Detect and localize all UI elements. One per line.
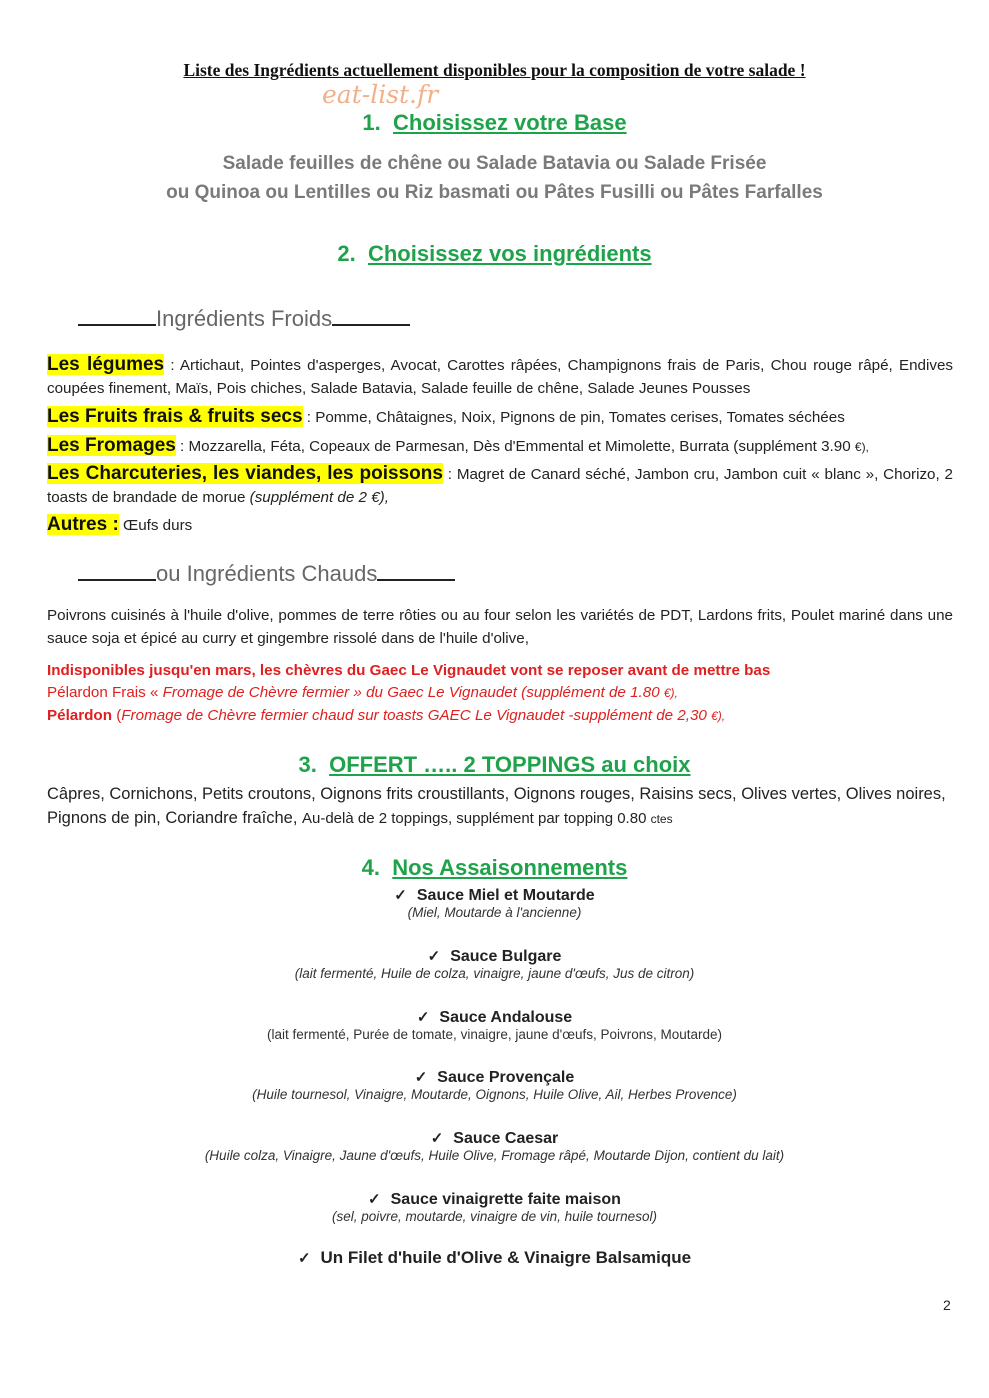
check-icon: ✓ <box>414 1069 428 1086</box>
sauce-item <box>0 1129 989 1163</box>
heading-rule <box>332 323 410 326</box>
section-4-number: 4. <box>361 855 380 880</box>
sauce-item <box>0 1248 989 1268</box>
pelardon-line <box>47 704 953 728</box>
chauds-heading <box>78 561 455 587</box>
sauce-description: (lait fermenté, Purée de tomate, vinaigre, jaune d'œufs, Poivrons, Moutarde) <box>266 1027 723 1042</box>
froids-heading <box>78 306 410 332</box>
sauce-name: Sauce Miel et Moutarde <box>416 887 595 904</box>
sauce-name: Sauce vinaigrette faite maison <box>390 1191 621 1208</box>
sauce-name: Sauce Andalouse <box>439 1009 573 1026</box>
page-number: 2 <box>943 1297 951 1313</box>
sauce-name: Sauce Caesar <box>453 1130 559 1147</box>
heading-rule <box>78 323 156 326</box>
check-icon: ✓ <box>430 1130 444 1147</box>
section-1-number: 1. <box>362 110 381 135</box>
pelardon-euro: €), <box>711 709 726 723</box>
pelardon-frais-desc: Fromage de Chèvre fermier » du Gaec Le Vignaudet (supplément de 1.80 <box>162 684 664 701</box>
sauce-name: Sauce Bulgare <box>450 948 562 965</box>
section-2-number: 2. <box>337 241 356 266</box>
sauce-name: Un Filet d'huile d'Olive & Vinaigre Balsamique <box>320 1248 692 1267</box>
sauce-item <box>0 886 989 920</box>
fruits-paragraph <box>47 405 953 429</box>
sauce-item <box>0 1008 989 1042</box>
fromages-euro: €), <box>854 440 869 454</box>
heading-rule <box>78 578 156 581</box>
page-title: Liste des Ingrédients actuellement disponibles pour la composition de votre salade ! <box>183 60 806 80</box>
section-3-number: 3. <box>298 752 317 777</box>
toppings-paragraph <box>47 782 953 831</box>
toppings-list: Câpres, Cornichons, Petits croutons, Oignons frits croustillants, Oignons rouges, Raisins secs, Olives vertes, Olives noires, Pignons de pin, Coriandre fraîche, <box>47 785 946 827</box>
pelardon-paren: ( <box>112 707 122 724</box>
legumes-paragraph <box>47 353 953 400</box>
pelardon-label: Pélardon <box>47 707 112 724</box>
sauce-item <box>0 947 989 981</box>
pelardon-frais-line <box>47 681 953 705</box>
watermark: eat-list.fr <box>322 80 439 109</box>
fromages-label: Les Fromages <box>47 435 176 456</box>
fruits-label: Les Fruits frais & fruits secs <box>47 406 303 427</box>
fromages-text: : Mozzarella, Féta, Copeaux de Parmesan, Dès d'Emmental et Mimolette, Burrata (supplément 3.90 <box>175 438 855 455</box>
legumes-text: : Artichaut, Pointes d'asperges, Avocat, Carottes râpées, Champignons frais de Paris, Chou rouge râpé, Endives coupées finement, Maïs, Pois chiches, Salade Batavia, Salade feuille de chêne, Salade Jeunes Pousses <box>47 357 954 397</box>
check-icon: ✓ <box>416 1009 430 1026</box>
sauce-description: (Huile tournesol, Vinaigre, Moutarde, Oignons, Huile Olive, Ail, Herbes Provence) <box>252 1087 737 1102</box>
check-icon: ✓ <box>297 1250 311 1267</box>
chevre-notice: Indisponibles jusqu'en mars, les chèvres du Gaec Le Vignaudet vont se reposer avant de mettre bas <box>47 662 771 679</box>
sauce-description: (lait fermenté, Huile de colza, vinaigre, jaune d'œufs, Jus de citron) <box>294 966 695 981</box>
sauce-item <box>0 1190 989 1224</box>
base-line-2: ou Quinoa ou Lentilles ou Riz basmati ou Pâtes Fusilli ou Pâtes Farfalles <box>166 182 823 203</box>
pelardon-frais-label: Pélardon Frais « <box>47 684 163 701</box>
froids-heading-text: Ingrédients Froids <box>156 306 333 331</box>
section-4-label: Nos Assaisonnements <box>392 855 628 880</box>
sauce-description: (Miel, Moutarde à l'ancienne) <box>407 905 582 920</box>
sauce-name: Sauce Provençale <box>437 1069 575 1086</box>
section-4-heading <box>0 855 989 881</box>
section-3-label: OFFERT ….. 2 TOPPINGS au choix <box>329 752 691 777</box>
sauce-item <box>0 1068 989 1102</box>
chauds-paragraph: Poivrons cuisinés à l'huile d'olive, pommes de terre rôties ou au four selon les variétés de PDT, Lardons frits, Poulet mariné dans une sauce soja et épicé au curry et gingembre rissolé dans de l'huile d'olive, <box>47 607 953 647</box>
legumes-label: Les légumes <box>47 354 165 375</box>
section-3-heading <box>0 752 989 778</box>
toppings-unit: ctes <box>650 812 673 826</box>
sauce-description: (sel, poivre, moutarde, vinaigre de vin, huile tournesol) <box>332 1209 657 1224</box>
heading-rule <box>377 578 455 581</box>
section-2-label: Choisissez vos ingrédients <box>367 241 652 266</box>
check-icon: ✓ <box>427 948 441 965</box>
charcuteries-supplement: (supplément de 2 €), <box>249 489 389 506</box>
fromages-paragraph <box>47 434 953 459</box>
sauce-description: (Huile colza, Vinaigre, Jaune d'œufs, Huile Olive, Fromage râpé, Moutarde Dijon, contient du lait) <box>204 1148 785 1163</box>
section-2-heading <box>0 241 989 267</box>
fruits-text: : Pomme, Châtaignes, Noix, Pignons de pin, Tomates cerises, Tomates séchées <box>302 409 845 426</box>
base-options <box>0 149 989 207</box>
check-icon: ✓ <box>368 1191 381 1208</box>
pelardon-desc: Fromage de Chèvre fermier chaud sur toasts GAEC Le Vignaudet -supplément de 2,30 <box>121 707 712 724</box>
charcuteries-paragraph <box>47 462 953 509</box>
pelardon-frais-euro: €), <box>663 686 678 700</box>
charcuteries-label: Les Charcuteries, les viandes, les poissons <box>47 463 443 484</box>
toppings-extra: Au-delà de 2 toppings, supplément par topping 0.80 <box>302 810 651 827</box>
section-1-label: Choisissez votre Base <box>393 110 627 135</box>
autres-paragraph <box>47 513 953 537</box>
section-1-heading <box>0 110 989 136</box>
base-line-1: Salade feuilles de chêne ou Salade Batavia ou Salade Frisée <box>222 153 767 174</box>
chauds-heading-text: ou Ingrédients Chauds <box>156 561 378 586</box>
charcuteries-text: : Magret de Canard séché, Jambon cru, Jambon cuit « blanc », Chorizo, 2 toasts de brandade de morue <box>47 466 953 506</box>
check-icon: ✓ <box>394 887 407 904</box>
autres-label: Autres : <box>47 514 119 535</box>
autres-text: Œufs durs <box>118 517 193 534</box>
